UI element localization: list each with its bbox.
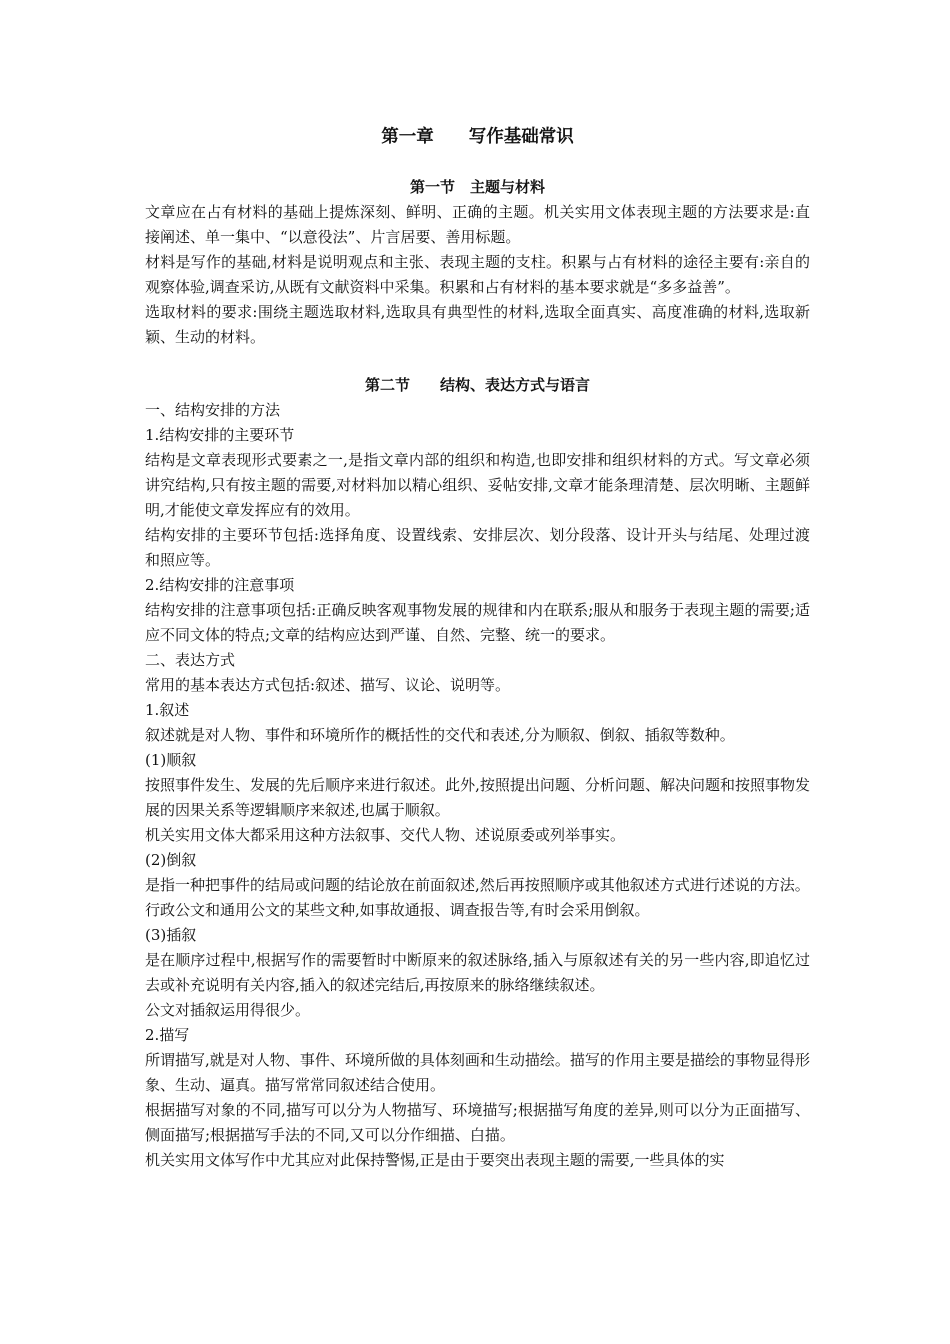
paragraph: 公文对插叙运用得很少。 — [145, 1001, 311, 1019]
document-body — [145, 122, 810, 1173]
paragraph: 结构是文章表现形式要素之一,是指文章内部的组织和构造,也即安排和组织材料的方式。写文章必须讲究结构,只有按主题的需要,对材料加以精心组织、妥帖安排,文章才能条理清楚、层次明晰、主题鲜明,才能使文章发挥应有的效用。 — [145, 451, 810, 519]
heading-level-2: 1.结构安排的主要环节 — [145, 426, 295, 444]
paragraph: 常用的基本表达方式包括:叙述、描写、议论、说明等。 — [145, 676, 511, 694]
heading-level-1: 二、表达方式 — [145, 651, 236, 669]
paragraph: 所谓描写,就是对人物、事件、环境所做的具体刻画和生动描绘。描写的作用主要是描绘的事物显得形象、生动、逼真。描写常常同叙述结合使用。 — [145, 1051, 810, 1094]
paragraph: 按照事件发生、发展的先后顺序来进行叙述。此外,按照提出问题、分析问题、解决问题和按照事物发展的因果关系等逻辑顺序来叙述,也属于顺叙。 — [145, 776, 810, 819]
heading-level-2: 2.描写 — [145, 1026, 190, 1044]
paragraph: 材料是写作的基础,材料是说明观点和主张、表现主题的支柱。积累与占有材料的途径主要有:亲自的观察体验,调查采访,从既有文献资料中采集。积累和占有材料的基本要求就是“多多益善”。 — [145, 253, 810, 296]
paragraph-truncated: 机关实用文体写作中尤其应对此保持警惕,正是由于要突出表现主题的需要,一些具体的实 — [145, 1151, 725, 1169]
heading-level-3: (3)插叙 — [145, 926, 197, 944]
paragraph: 叙述就是对人物、事件和环境所作的概括性的交代和表述,分为顺叙、倒叙、插叙等数种。 — [145, 726, 735, 744]
heading-level-1: 一、结构安排的方法 — [145, 401, 281, 419]
paragraph: 是在顺序过程中,根据写作的需要暂时中断原来的叙述脉络,插入与原叙述有关的另一些内容,即追忆过去或补充说明有关内容,插入的叙述完结后,再按原来的脉络继续叙述。 — [145, 951, 810, 994]
heading-level-3: (1)顺叙 — [145, 751, 197, 769]
paragraph: 文章应在占有材料的基础上提炼深刻、鲜明、正确的主题。机关实用文体表现主题的方法要求是:直接阐述、单一集中、“以意役法”、片言居要、善用标题。 — [145, 203, 810, 246]
paragraph: 机关实用文体大都采用这种方法叙事、交代人物、述说原委或列举事实。 — [145, 826, 626, 844]
paragraph: 是指一种把事件的结局或问题的结论放在前面叙述,然后再按照顺序或其他叙述方式进行述说的方法。 — [145, 876, 810, 894]
paragraph: 结构安排的注意事项包括:正确反映客观事物发展的规律和内在联系;服从和服务于表现主题的需要;适应不同文体的特点;文章的结构应达到严谨、自然、完整、统一的要求。 — [145, 601, 810, 644]
paragraph: 选取材料的要求:围绕主题选取材料,选取具有典型性的材料,选取全面真实、高度准确的材料,选取新颖、生动的材料。 — [145, 303, 810, 346]
paragraph: 行政公文和通用公文的某些文种,如事故通报、调查报告等,有时会采用倒叙。 — [145, 901, 650, 919]
section-title-2: 第二节 结构、表达方式与语言 — [364, 376, 590, 394]
paragraph: 结构安排的主要环节包括:选择角度、设置线索、安排层次、划分段落、设计开头与结尾、处理过渡和照应等。 — [145, 526, 810, 569]
heading-level-2: 1.叙述 — [145, 701, 190, 719]
chapter-title: 第一章 写作基础常识 — [381, 127, 574, 147]
paragraph: 根据描写对象的不同,描写可以分为人物描写、环境描写;根据描写角度的差异,则可以分为正面描写、侧面描写;根据描写手法的不同,又可以分作细描、白描。 — [145, 1101, 810, 1144]
heading-level-3: (2)倒叙 — [145, 851, 197, 869]
section-title-1: 第一节 主题与材料 — [409, 178, 545, 196]
heading-level-2: 2.结构安排的注意事项 — [145, 576, 295, 594]
